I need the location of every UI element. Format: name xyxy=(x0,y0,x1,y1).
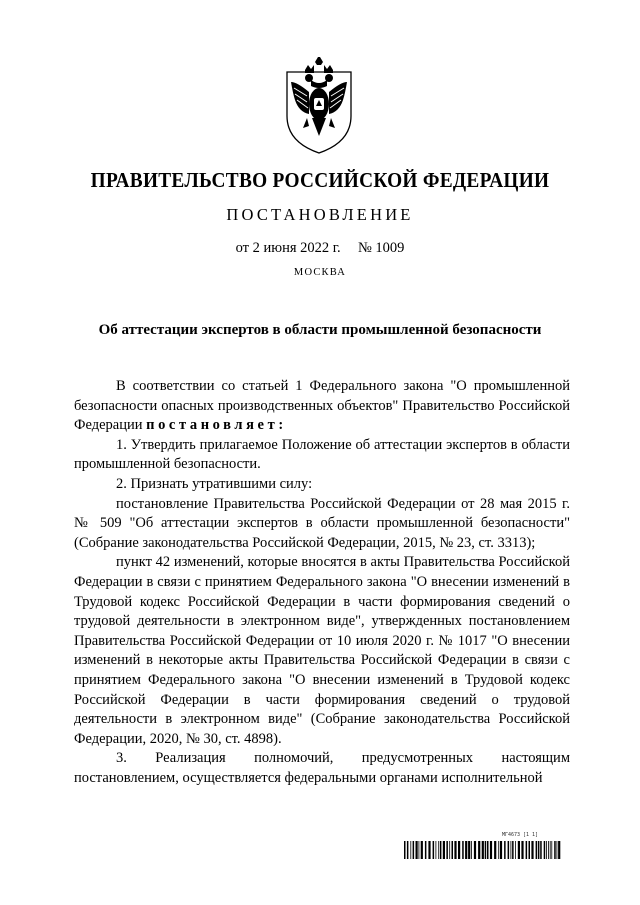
barcode-bar xyxy=(557,841,558,859)
barcode-bar xyxy=(428,841,430,859)
barcode-bar xyxy=(504,841,506,859)
footer-code: МГ4673 [1 1] xyxy=(501,832,539,838)
barcode-bar xyxy=(540,841,542,859)
barcode-bar xyxy=(531,841,533,859)
barcode-bar xyxy=(487,841,489,859)
barcode-bar xyxy=(500,841,502,859)
barcode-bar xyxy=(478,841,480,859)
paragraph-item-1: 1. Утвердить прилагаемое Положение об аттестации экспертов в области промышленной безопасности. xyxy=(74,436,570,473)
barcode-bar xyxy=(548,841,549,859)
barcode-bar xyxy=(550,841,551,859)
coat-of-arms-icon xyxy=(281,56,357,156)
barcode-bar xyxy=(452,841,454,859)
paragraph-repealed-1: постановление Правительства Российской Федерации от 28 мая 2015 г. № 509 "Об аттестации экспертов в области промышленной безопасности" (Собрание законодательства Российской Федерации, 2015, № 23, ст. 3313); xyxy=(74,495,570,551)
barcode-bar xyxy=(518,841,520,859)
barcode-bar xyxy=(508,841,510,859)
barcode-bar xyxy=(554,841,556,859)
barcode-bar xyxy=(538,841,540,859)
barcode-bar xyxy=(433,841,435,859)
barcode-bar xyxy=(454,841,456,859)
barcode-bar xyxy=(462,841,464,859)
document-city: МОСКВА xyxy=(293,267,347,278)
barcode-bar xyxy=(546,841,547,859)
barcode-bar xyxy=(468,841,470,859)
barcode-bar xyxy=(421,841,423,859)
barcode-bar xyxy=(482,841,484,859)
barcode-bar xyxy=(512,841,514,859)
barcode-bar xyxy=(515,841,516,859)
barcode-bar xyxy=(440,841,442,859)
barcode-icon xyxy=(404,841,562,859)
paragraph-repealed-2: пункт 42 изменений, которые вносятся в акты Правительства Российской Федерации в связи с принятием Федерального закона "О внесении изменений в Трудовой кодекс Российской Федерации в части формирования сведений о трудовой деятельности в электронном виде", утвержденных постановлением Правительства Российской Федерации от 10 июля 2020 г. № 1017 "О внесении изменений в некоторые акты Правительства Российской Федерации в связи с принятием Федерального закона "О внесении изменений в Трудовой кодекс Российской Федерации в части формирования сведений о трудовой деятельности в электронном виде" (Собрание законодательства Российской Федерации, 2020, № 30, ст. 4898). xyxy=(74,554,570,747)
barcode-bar xyxy=(558,841,560,859)
barcode-bar xyxy=(449,841,450,859)
barcode-bar xyxy=(474,841,476,859)
barcode-bar xyxy=(471,841,472,859)
barcode-bar xyxy=(511,841,512,859)
barcode-bar xyxy=(458,841,460,859)
document-date: от 2 июня 2022 г. xyxy=(235,240,341,256)
preamble-text: В соответствии со статьей 1 Федерального закона "О промышленной безопасности опасных производственных объектов" Правительство Российской Федерации xyxy=(74,378,570,434)
barcode-bar xyxy=(413,841,415,859)
barcode-bar xyxy=(404,841,406,859)
document-subject: Об аттестации экспертов в области промышленной безопасности xyxy=(98,322,542,338)
paragraph-preamble xyxy=(74,377,570,436)
barcode-bar xyxy=(438,841,439,859)
paragraph-item-2: 2. Признать утратившими силу: xyxy=(116,475,313,492)
barcode-bar xyxy=(529,841,531,859)
barcode-bar xyxy=(465,841,467,859)
barcode-bar xyxy=(419,841,420,859)
resolves-word: постановляет xyxy=(146,417,279,434)
government-name: ПРАВИТЕЛЬСТВО РОССИЙСКОЙ ФЕДЕРАЦИИ xyxy=(90,168,550,192)
barcode-bar xyxy=(443,841,445,859)
barcode-bar xyxy=(410,841,411,859)
paragraph-item-3: 3. Реализация полномочий, предусмотренных настоящим постановлением, осуществляется федеральными органами исполнительной xyxy=(74,750,570,786)
barcode-bar xyxy=(521,841,523,859)
barcode-bar xyxy=(536,841,538,859)
barcode-bar xyxy=(490,841,492,859)
barcode-bar xyxy=(498,841,499,859)
barcode-bar xyxy=(544,841,546,859)
document-date-line xyxy=(0,240,640,257)
document-type: ПОСТАНОВЛЕНИЕ xyxy=(226,205,414,224)
document-body xyxy=(74,377,570,788)
document-number: № 1009 xyxy=(357,240,405,256)
preamble-colon: : xyxy=(278,417,284,434)
barcode-bar xyxy=(416,841,418,859)
barcode-bar xyxy=(494,841,496,859)
barcode-bar xyxy=(425,841,427,859)
barcode-bar xyxy=(446,841,448,859)
barcode-bar xyxy=(407,841,409,859)
barcode-bar xyxy=(526,841,528,859)
barcode-bar xyxy=(436,841,437,859)
barcode-bar xyxy=(551,841,552,859)
barcode-bar xyxy=(485,841,487,859)
